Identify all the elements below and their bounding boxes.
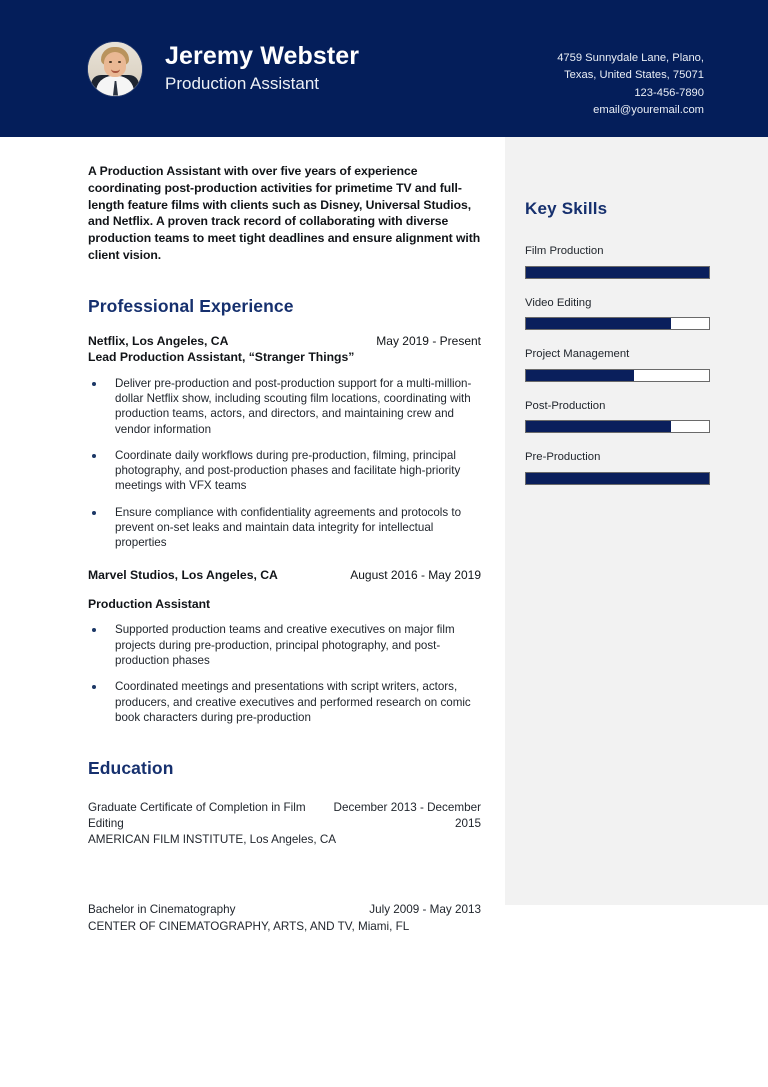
- skill-item: [525, 297, 720, 331]
- education-entry: [88, 800, 481, 847]
- education-section: [88, 758, 481, 934]
- education-school: AMERICAN FILM INSTITUTE, Los Angeles, CA: [88, 833, 337, 847]
- skill-bar-track: [525, 369, 710, 382]
- education-date: December 2013 - December 2015: [333, 801, 481, 830]
- skill-bar-fill: [526, 267, 709, 278]
- resume-header: [0, 0, 768, 137]
- candidate-job-title: Production Assistant: [165, 73, 320, 93]
- education-entry-header: [88, 800, 481, 831]
- name-block: [165, 42, 359, 95]
- experience-bullet: Coordinated meetings and presentations with script writers, actors, producers, and creative executives and performed research on comic book characters during pre-production: [88, 679, 481, 725]
- experience-entry-header: [88, 568, 481, 584]
- contact-phone[interactable]: 123-456-7890: [634, 86, 704, 99]
- skill-bar-track: [525, 266, 710, 279]
- professional-summary: A Production Assistant with over five years of experience coordinating post-production activities for primetime TV and full-length feature films with clients such as Disney, Universal Studios, and Netflix. A proven track record of collaborating with diverse production teams to meet tight deadlines and ensure alignment with client vision.: [88, 164, 481, 263]
- experience-organization: Netflix, Los Angeles, CA: [88, 333, 229, 348]
- experience-bullet: Supported production teams and creative executives on major film projects during pre-production, principal photography, and post-production phases: [88, 622, 481, 668]
- skills-sidebar-inner: [505, 137, 768, 485]
- skill-label: Project Management: [525, 348, 630, 361]
- experience-role: Production Assistant: [88, 596, 211, 611]
- experience-bullet: Coordinate daily workflows during pre-production, filming, principal photography, and post-production phases and facilitate high-priority meetings with VFX teams: [88, 448, 481, 494]
- contact-address-line1: 4759 Sunnydale Lane, Plano,: [557, 52, 704, 64]
- experience-date: May 2019 - Present: [376, 333, 481, 348]
- skill-bar-track: [525, 317, 710, 330]
- skill-item: [525, 451, 720, 485]
- skill-item: [525, 400, 720, 434]
- experience-bullet: Deliver pre-production and post-production support for a multi-million-dollar Netflix show, including scouting film locations, coordinating with production teams, actors, and directors, and maintaining crew and vendor information: [88, 376, 481, 437]
- experience-entry-header: [88, 334, 481, 350]
- skill-label: Film Production: [525, 245, 604, 257]
- contact-info: [557, 50, 704, 119]
- skill-label: Post-Production: [525, 399, 606, 412]
- experience-section-title: Professional Experience: [88, 295, 294, 316]
- experience-bullet: Ensure compliance with confidentiality agreements and protocols to prevent on-set leaks and maintain data integrity for intellectual properties: [88, 505, 481, 551]
- education-entry-header: [88, 902, 481, 917]
- skill-label: Video Editing: [525, 296, 592, 309]
- skill-bar-fill: [526, 370, 634, 381]
- profile-photo: [88, 42, 142, 96]
- avatar-smile: [111, 69, 120, 73]
- candidate-name: Jeremy Webster: [165, 42, 360, 71]
- skill-bar-fill: [526, 473, 709, 484]
- skill-bar-track: [525, 420, 710, 433]
- avatar-eye-right: [118, 61, 121, 63]
- experience-organization: Marvel Studios, Los Angeles, CA: [88, 567, 278, 582]
- avatar-face: [104, 52, 126, 77]
- experience-date: August 2016 - May 2019: [350, 567, 481, 582]
- contact-address-line2: Texas, United States, 75071: [564, 69, 704, 82]
- education-degree: Bachelor in Cinematography: [88, 903, 236, 917]
- education-date: July 2009 - May 2013: [369, 903, 481, 917]
- avatar-eye-left: [109, 61, 112, 63]
- education-degree: Graduate Certificate of Completion in Film Editing: [88, 801, 306, 830]
- skill-bar-track: [525, 472, 710, 485]
- skill-item: [525, 348, 720, 382]
- skill-bar-fill: [526, 421, 671, 432]
- experience-section: [88, 296, 481, 725]
- contact-email[interactable]: email@youremail.com: [593, 104, 704, 117]
- experience-entry: [88, 334, 481, 551]
- experience-entry: [88, 568, 481, 726]
- education-school: CENTER OF CINEMATOGRAPHY, ARTS, AND TV, Miami, FL: [88, 919, 410, 933]
- skill-bar-fill: [526, 318, 671, 329]
- key-skills-title: Key Skills: [525, 199, 608, 218]
- education-section-title: Education: [88, 758, 174, 779]
- experience-bullet-list: [88, 376, 481, 551]
- experience-bullet-list: [88, 622, 481, 725]
- resume-main-column: [88, 163, 481, 934]
- skills-sidebar: [505, 137, 768, 905]
- experience-role: Lead Production Assistant, “Stranger Things”: [88, 349, 355, 364]
- education-entry: [88, 902, 481, 934]
- skill-label: Pre-Production: [525, 451, 601, 464]
- header-identity: [88, 42, 359, 96]
- skill-item: [525, 245, 720, 279]
